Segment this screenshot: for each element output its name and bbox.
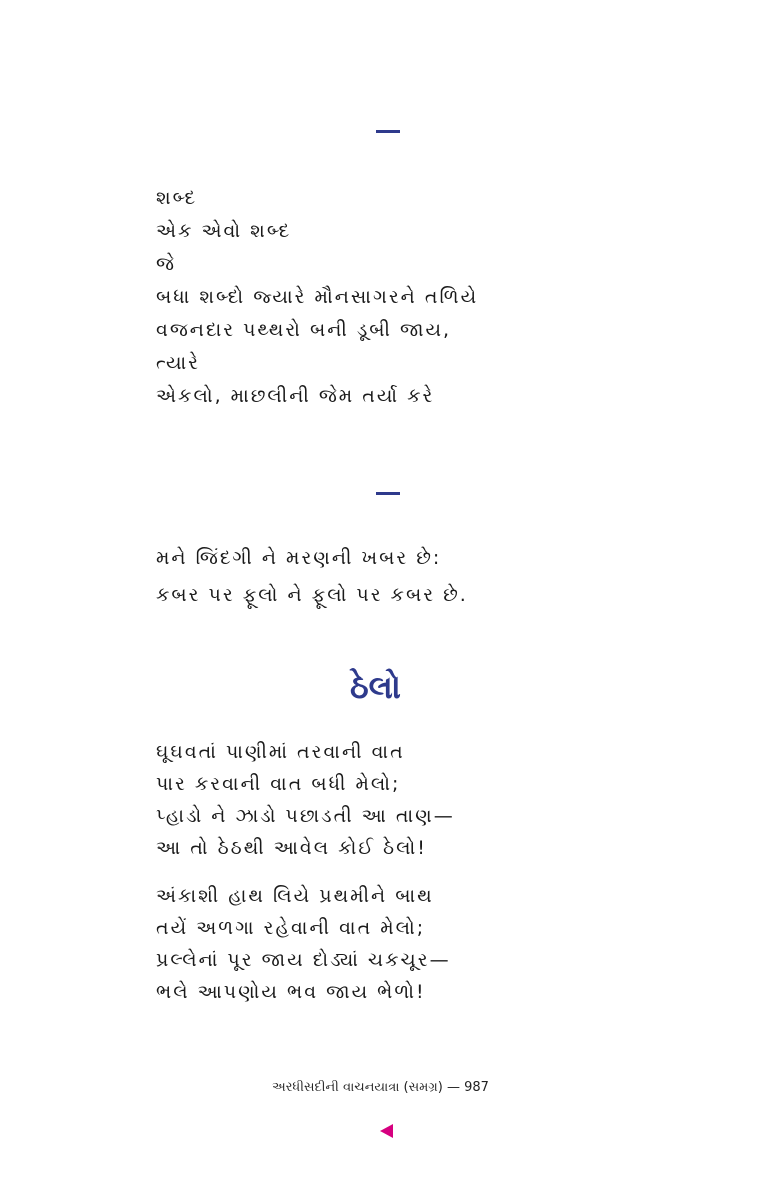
page-footer: અરધીસદીની વાચનયાત્રા (સમગ્ર) — 987 xyxy=(272,1080,489,1095)
poem-line: એકલો, માછલીની જેમ તર્યા કરે xyxy=(156,385,435,407)
stanza-line: તયેં અળગા રહેવાની વાત મેલો; xyxy=(156,917,426,939)
poem-line: શબ્દ xyxy=(156,187,198,209)
poem-line: બધા શબ્દો જ્યારે મૌનસાગરને તળિયે xyxy=(156,286,479,308)
section-divider-2 xyxy=(376,492,400,495)
poem-title: ઠેલો xyxy=(350,668,401,706)
stanza-2 xyxy=(156,880,451,1008)
stanza-line: ઘૂઘવતાં પાણીમાં તરવાની વાત xyxy=(156,741,405,763)
poem-line: જે xyxy=(156,253,176,275)
stanza-line: પ્હાડો ને ઝાડો પછાડતી આ તાણ— xyxy=(156,805,455,827)
stanza-line: અંકાશી હાથ લિયે પ્રથમીને બાથ xyxy=(156,885,434,907)
poem-line: વજનદાર પથ્થરો બની ડૂબી જાય, xyxy=(156,319,452,341)
couplet-line: કબર પર ફૂલો ને ફૂલો પર કબર છે. xyxy=(156,584,468,606)
stanza-line: પ્રલ્લેનાં પૂર જાય દોડ્યાં ચકચૂર— xyxy=(156,949,451,971)
poem-line: ત્યારે xyxy=(156,352,200,374)
previous-page-arrow-icon[interactable] xyxy=(380,1124,393,1138)
couplet xyxy=(156,540,468,614)
stanza-line: આ તો ઠેઠથી આવેલ કોઈ ઠેલો! xyxy=(156,837,427,859)
poem-shabd xyxy=(156,182,478,413)
section-divider-1 xyxy=(376,130,400,133)
poem-line: એક એવો શબ્દ xyxy=(156,220,292,242)
couplet-line: મને જિંદગી ને મરણની ખબર છે: xyxy=(156,547,442,569)
stanza-line: ભલે આપણોય ભવ જાય ભેળો! xyxy=(156,981,426,1003)
stanza-1 xyxy=(156,736,455,864)
stanza-line: પાર કરવાની વાત બધી મેલો; xyxy=(156,773,401,795)
